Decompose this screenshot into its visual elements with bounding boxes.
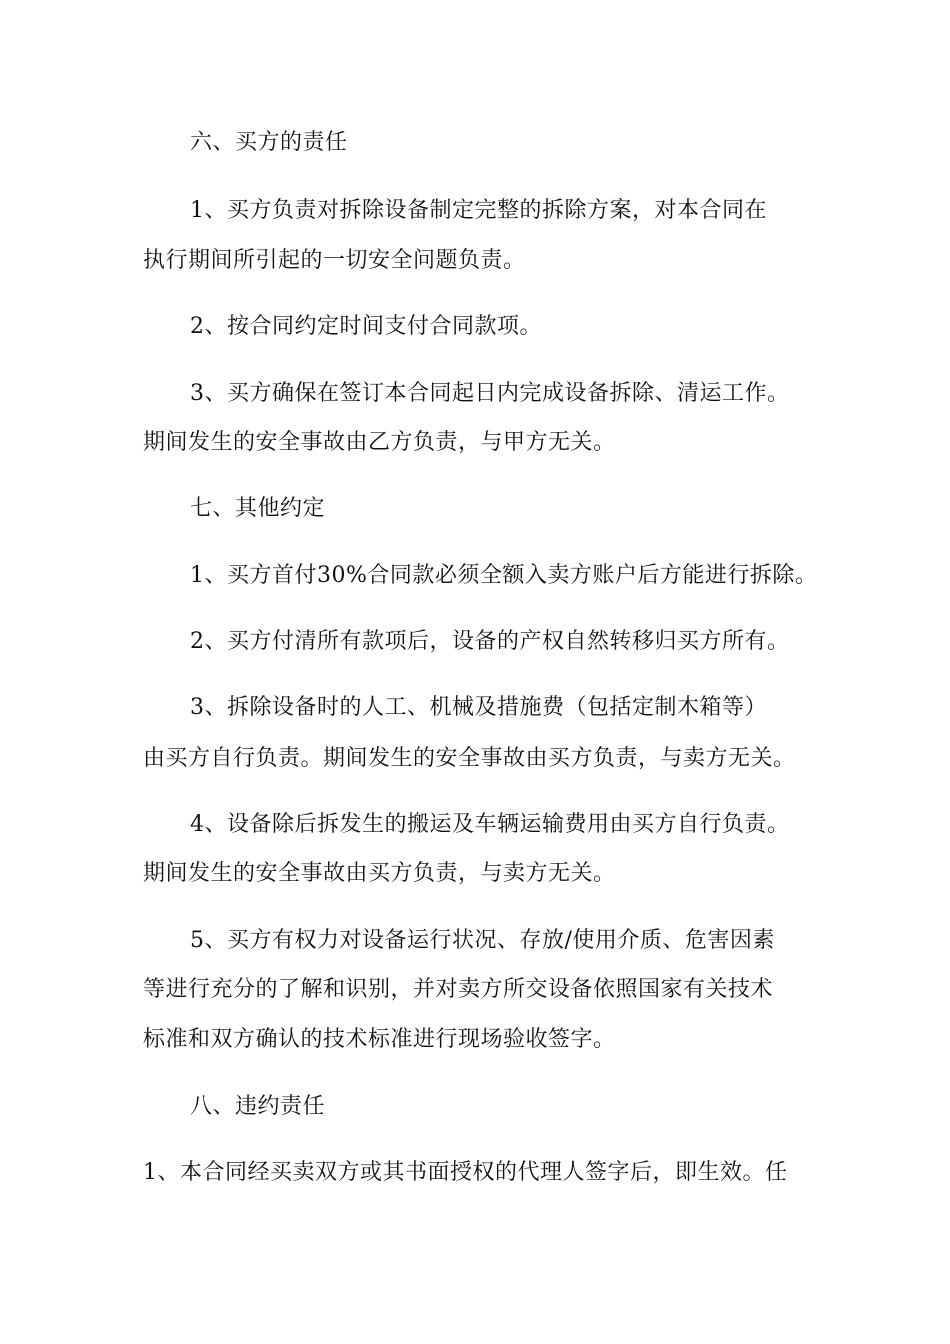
- clause-6-3-line-1: 3、买方确保在签订本合同起日内完成设备拆除、清运工作。: [190, 381, 790, 406]
- clause-6-1-line-2: 执行期间所引起的一切安全问题负责。: [143, 248, 526, 273]
- clause-6-2-line-1: 2、按合同约定时间支付合同款项。: [190, 314, 542, 339]
- clause-8-1-line-1: 1、本合同经买卖双方或其书面授权的代理人签字后，即生效。任: [143, 1160, 788, 1185]
- clause-6-1-line-1: 1、买方负责对拆除设备制定完整的拆除方案，对本合同在: [190, 198, 767, 223]
- clause-7-5-line-1: 5、买方有权力对设备运行状况、存放/使用介质、危害因素: [190, 928, 775, 953]
- clause-7-4-line-1: 4、设备除后拆发生的搬运及车辆运输费用由买方自行负责。: [190, 812, 790, 837]
- section-heading-7: 七、其他约定: [190, 496, 326, 521]
- clause-7-3-line-1: 3、拆除设备时的人工、机械及措施费（包括定制木箱等）: [190, 695, 767, 720]
- clause-7-2-line-1: 2、买方付清所有款项后，设备的产权自然转移归买方所有。: [190, 629, 790, 654]
- clause-7-5-line-3: 标准和双方确认的技术标准进行现场验收签字。: [143, 1027, 616, 1052]
- clause-7-5-line-2: 等进行充分的了解和识别，并对卖方所交设备依照国家有关技术: [143, 977, 774, 1002]
- clause-7-1-line-1: 1、买方首付30%合同款必须全额入卖方账户后方能进行拆除。: [190, 563, 818, 588]
- clause-7-4-line-2: 期间发生的安全事故由买方负责，与卖方无关。: [143, 861, 616, 886]
- section-heading-8: 八、违约责任: [190, 1094, 326, 1119]
- clause-6-3-line-2: 期间发生的安全事故由乙方负责，与甲方无关。: [143, 430, 616, 455]
- clause-7-3-line-2: 由买方自行负责。期间发生的安全事故由买方负责，与卖方无关。: [143, 746, 796, 771]
- section-heading-6: 六、买方的责任: [190, 130, 348, 155]
